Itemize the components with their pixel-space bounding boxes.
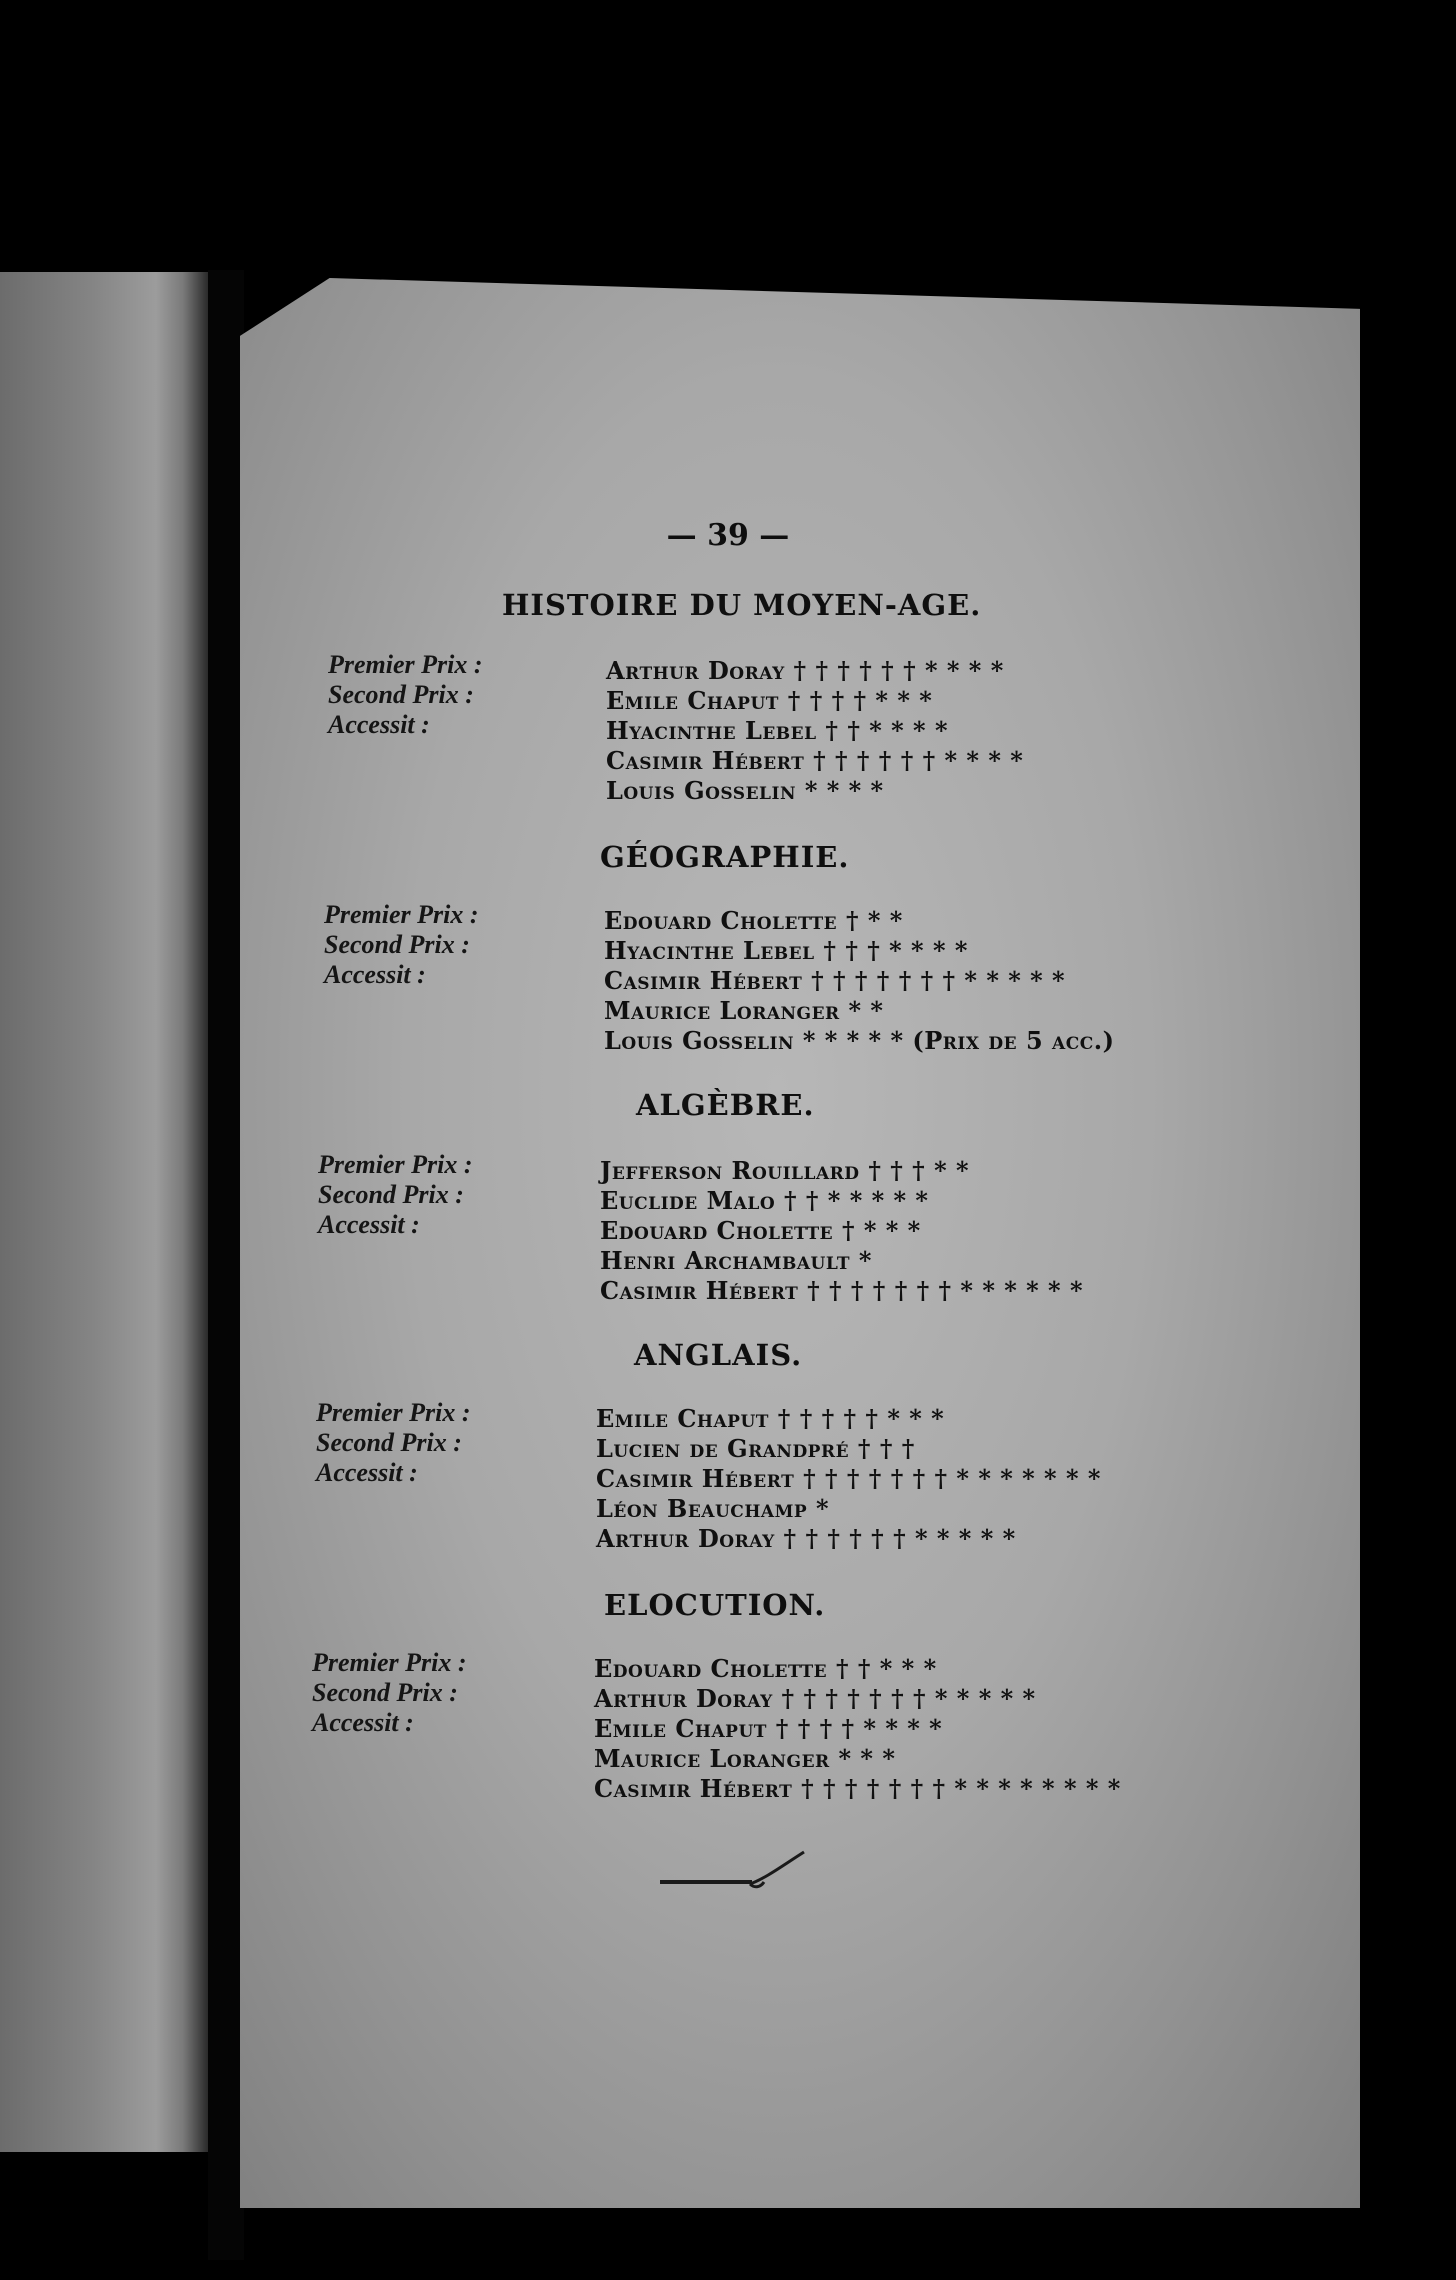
entry: Louis Gosselin * * * * * (Prix de 5 acc.) <box>604 1026 1115 1055</box>
label-premier-prix: Premier Prix : <box>316 1398 471 1427</box>
tailpiece-rule <box>660 1880 752 1884</box>
label-premier-prix: Premier Prix : <box>312 1648 467 1677</box>
label-accessit: Accessit : <box>324 960 426 989</box>
entry: Léon Beauchamp * <box>596 1494 830 1523</box>
label-second-prix: Second Prix : <box>324 930 470 959</box>
entry: Casimir Hébert † † † † † † † * * * * * <box>604 966 1066 995</box>
entry: Casimir Hébert † † † † † † † * * * * * * * <box>596 1464 1101 1493</box>
entry: Jefferson Rouillard † † † * * <box>600 1156 970 1185</box>
entry: Emile Chaput † † † † * * * <box>606 686 933 715</box>
entry: Euclide Malo † † * * * * * <box>600 1186 929 1215</box>
section-title-anglais: ANGLAIS. <box>634 1338 803 1372</box>
entry: Louis Gosselin * * * * <box>606 776 884 805</box>
label-accessit: Accessit : <box>318 1210 420 1239</box>
entry: Henri Archambault * <box>600 1246 872 1275</box>
entry: Maurice Loranger * * <box>604 996 884 1025</box>
label-second-prix: Second Prix : <box>318 1180 464 1209</box>
label-premier-prix: Premier Prix : <box>318 1150 473 1179</box>
entry: Casimir Hébert † † † † † † † * * * * * * <box>600 1276 1083 1305</box>
entry: Maurice Loranger * * * <box>594 1744 896 1773</box>
entry: Lucien de Grandpré † † † <box>596 1434 915 1463</box>
entry: Casimir Hébert † † † † † † † * * * * * * * * <box>594 1774 1121 1803</box>
label-premier-prix: Premier Prix : <box>328 650 483 679</box>
entry: Hyacinthe Lebel † † * * * * <box>606 716 949 745</box>
book-gutter <box>208 270 244 2260</box>
section-title-elocution: ELOCUTION. <box>604 1588 826 1622</box>
label-accessit: Accessit : <box>328 710 430 739</box>
label-second-prix: Second Prix : <box>328 680 474 709</box>
entry: Casimir Hébert † † † † † † * * * * <box>606 746 1024 775</box>
section-title-histoire: HISTOIRE DU MOYEN-AGE. <box>502 588 982 622</box>
entry: Emile Chaput † † † † * * * * <box>594 1714 943 1743</box>
entry: Arthur Doray † † † † † † * * * * <box>606 656 1004 685</box>
label-premier-prix: Premier Prix : <box>324 900 479 929</box>
label-second-prix: Second Prix : <box>316 1428 462 1457</box>
tailpiece-flourish-icon <box>748 1848 808 1892</box>
entry: Hyacinthe Lebel † † † * * * * <box>604 936 968 965</box>
entry: Arthur Doray † † † † † † † * * * * * <box>594 1684 1036 1713</box>
entry: Arthur Doray † † † † † † * * * * * <box>596 1524 1016 1553</box>
section-title-geographie: GÉOGRAPHIE. <box>600 840 850 874</box>
label-accessit: Accessit : <box>312 1708 414 1737</box>
page-number: — 39 — <box>666 518 790 553</box>
entry: Emile Chaput † † † † † * * * <box>596 1404 945 1433</box>
label-second-prix: Second Prix : <box>312 1678 458 1707</box>
entry: Edouard Cholette † † * * * <box>594 1654 937 1683</box>
left-page <box>0 272 208 2152</box>
entry: Edouard Cholette † * * <box>604 906 903 935</box>
label-accessit: Accessit : <box>316 1458 418 1487</box>
entry: Edouard Cholette † * * * <box>600 1216 921 1245</box>
section-title-algebre: ALGÈBRE. <box>636 1088 815 1122</box>
